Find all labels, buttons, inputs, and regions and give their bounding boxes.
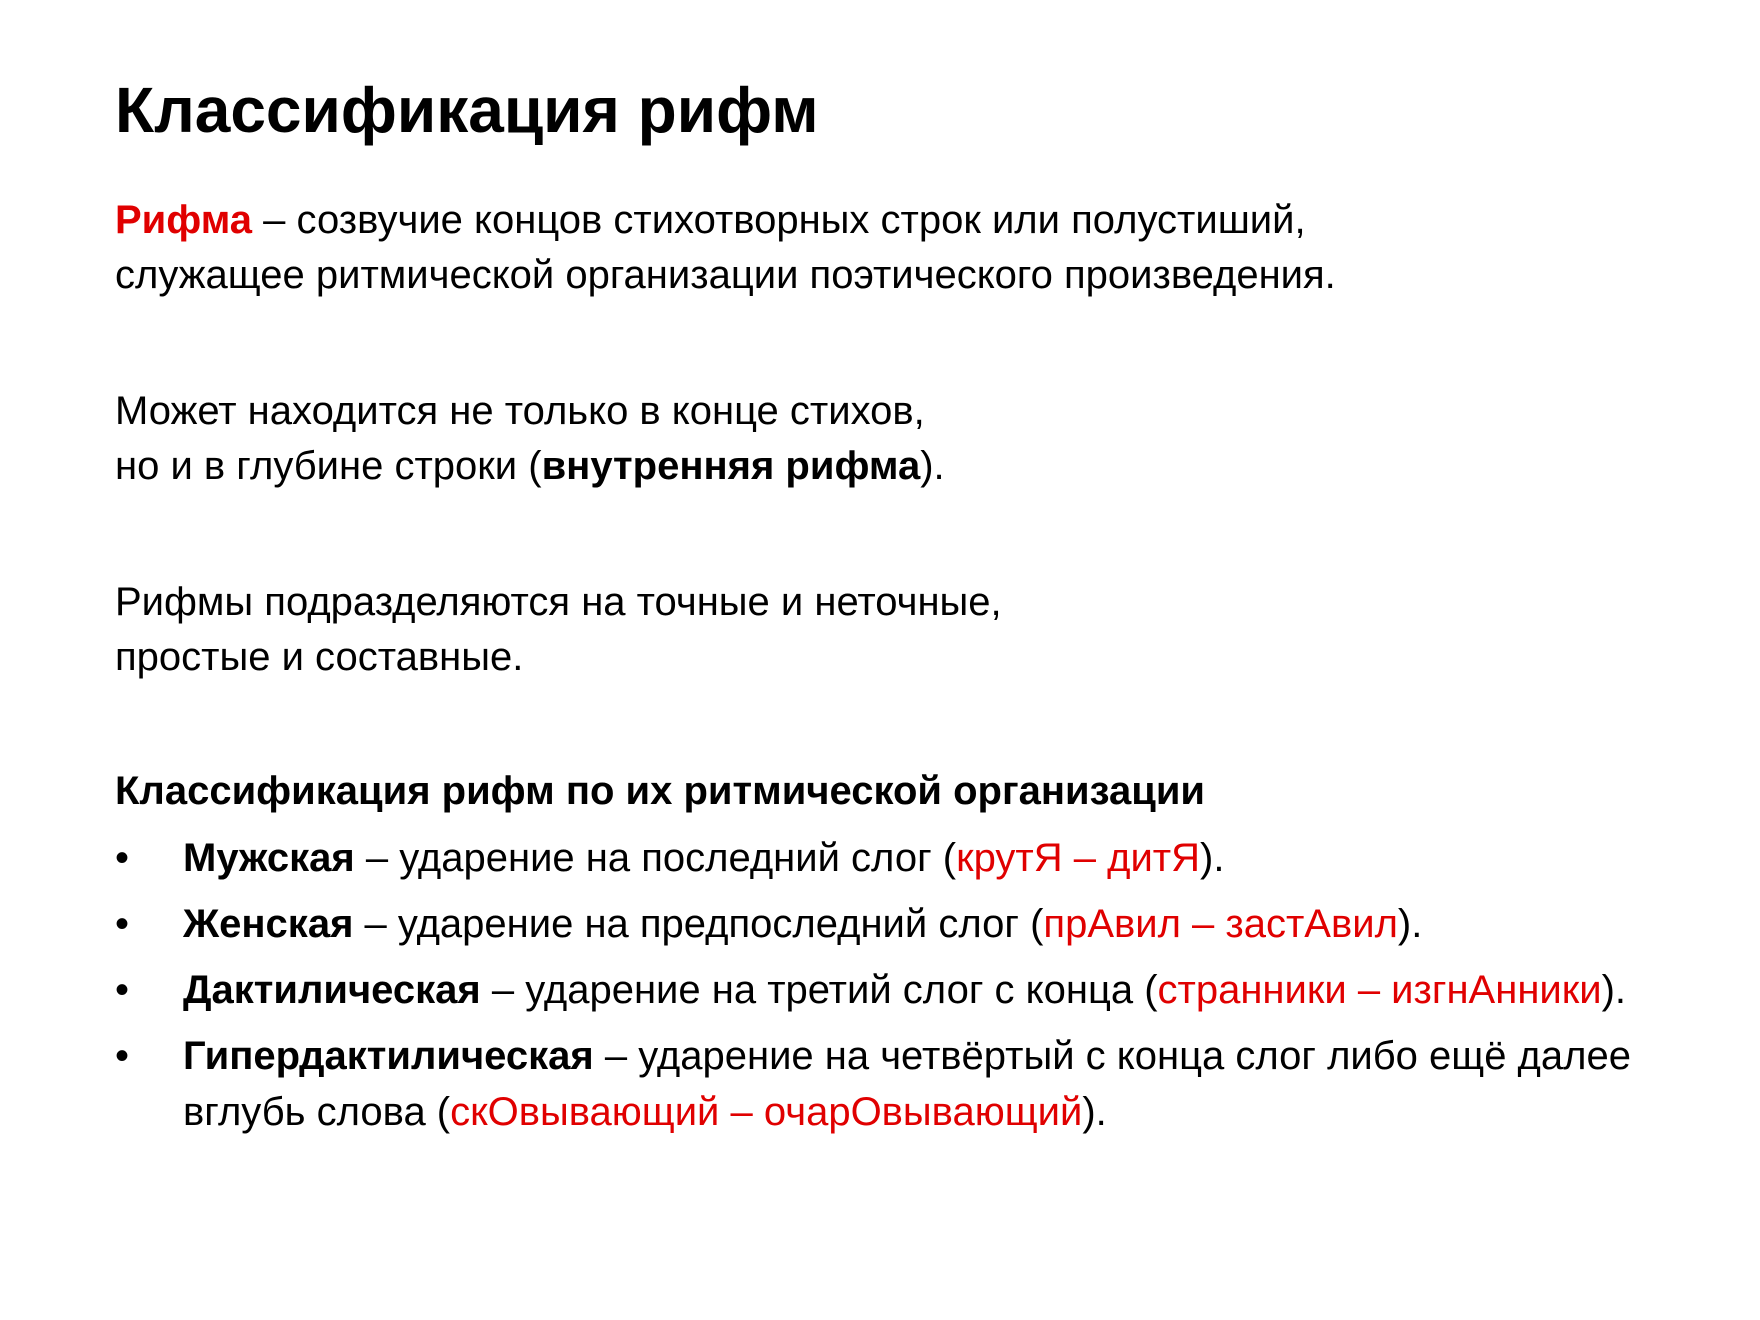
bullet-term: Гипердактилическая (183, 1034, 594, 1078)
internal-line-2-post: ). (920, 444, 945, 488)
list-item-dactylic (115, 962, 1675, 1018)
list-item-feminine (115, 896, 1675, 952)
internal-line-2-pre: но и в глубине строки ( (115, 444, 542, 488)
bullet-after: ). (1397, 902, 1423, 946)
slide-title: Классификация рифм (115, 74, 819, 146)
internal-line-1: Может находится не только в конце стихов, (115, 389, 925, 433)
bullet-icon: • (115, 1034, 130, 1078)
bullet-icon: • (115, 968, 130, 1012)
definition-line-1 (115, 193, 1336, 248)
bullet-after: ). (1200, 836, 1225, 880)
types-line-1: Рифмы подразделяются на точные и неточные, (115, 580, 1002, 624)
definition-paragraph (115, 193, 1336, 303)
internal-line-2 (115, 439, 945, 494)
list-item-masculine (115, 830, 1675, 886)
list-item-hyperdactylic (115, 1028, 1675, 1140)
types-line-2: простые и составные. (115, 635, 524, 679)
bullet-example: странники – изгнАнники (1157, 968, 1602, 1012)
bullet-term: Женская (183, 902, 354, 946)
bullet-example: прАвил – застАвил (1043, 902, 1398, 946)
definition-line-1-rest: – созвучие концов стихотворных строк или полустиший, (252, 198, 1306, 242)
bullet-icon: • (115, 836, 130, 880)
classification-list (115, 830, 1675, 1150)
bullet-example: скОвывающий – очарОвывающий (450, 1090, 1083, 1134)
bullet-icon: • (115, 902, 130, 946)
bullet-after: ). (1601, 968, 1627, 1012)
bullet-term: Дактилическая (183, 968, 481, 1012)
bullet-text: – ударение на предпоследний слог ( (353, 902, 1044, 946)
definition-term: Рифма (115, 198, 253, 242)
definition-line-2: служащее ритмической организации поэтического произведения. (115, 253, 1336, 297)
bullet-term: Мужская (183, 836, 355, 880)
bullet-after: ). (1082, 1090, 1107, 1134)
bullet-text: – ударение на последний слог ( (354, 836, 957, 880)
internal-rhyme-term: внутренняя рифма (541, 444, 921, 488)
internal-rhyme-paragraph (115, 384, 945, 494)
bullet-example: крутЯ – дитЯ (956, 836, 1200, 880)
section-heading: Классификация рифм по их ритмической организации (115, 769, 1205, 813)
bullet-text: – ударение на четвёртый с конца слог либо ещё далее вглубь слова ( (183, 1034, 1631, 1134)
bullet-text: – ударение на третий слог с конца ( (480, 968, 1158, 1012)
rhyme-types-paragraph (115, 575, 1002, 685)
